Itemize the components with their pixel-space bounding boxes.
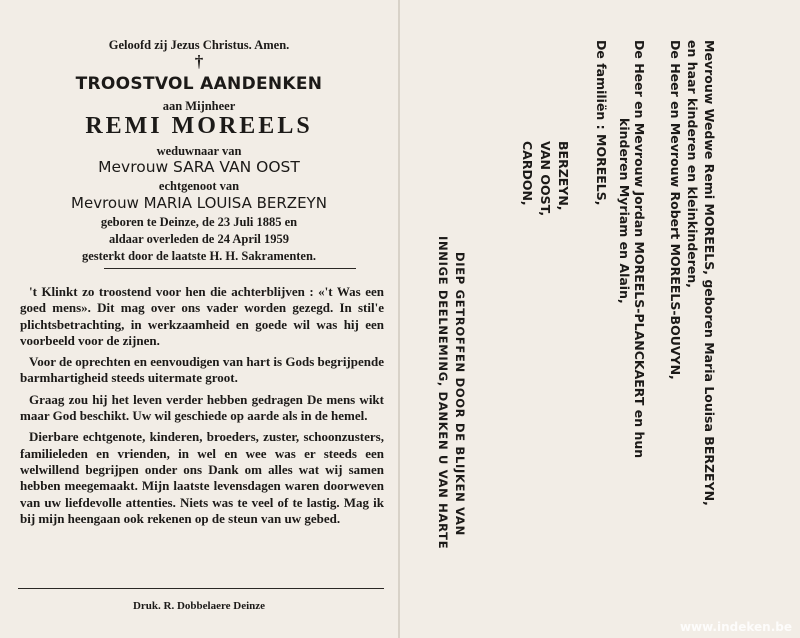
sacraments-line: gesterkt door de laatste H. H. Sakramenten. (81, 249, 317, 263)
death-line: aldaar overleden de 24 April 1959 (109, 232, 289, 246)
watermark: www.indeken.be (679, 620, 792, 634)
family-line: De familiën : MOREELS, (594, 40, 609, 206)
family-line: en haar kinderen en kleinkinderen, (685, 40, 700, 289)
thanks-line-1: DIEP GETROFFEN DOOR DE BLIJKEN VAN (453, 252, 467, 536)
family-line: De Heer en Mevrouw Robert MOREELS-BOUVYN, (668, 40, 683, 380)
family-line: CARDON, (520, 141, 535, 206)
thanks-line-2: INNIGE DEELNEMING, DANKEN U VAN HARTE (436, 236, 450, 550)
family-line: VAN OOST, (538, 141, 553, 217)
first-spouse-prefix: Mevrouw (98, 158, 169, 176)
birth-line: geboren te Deinze, de 23 Juli 1885 en (100, 215, 298, 229)
paragraph: 't Klinkt zo troostend voor hen die achterblijven : «'t Was een goed mens». Dit mag over ons vader worden gezegd. In stil'e plichtsbetrachting, in werkzaamheid en goede wil was hij een voorbeeld voor de zijnen. (20, 284, 384, 348)
left-panel (0, 0, 398, 638)
first-spouse-name: SARA VAN OOST (173, 158, 300, 176)
cross-icon: † (194, 52, 204, 71)
deceased-name: REMI MOREELS (85, 113, 313, 139)
divider (104, 268, 356, 269)
paragraph: Graag zou hij het leven verder hebben gedragen De mens wikt maar God beschikt. Uw wil geschiede op aarde als in de hemel. (20, 391, 384, 424)
card-title: TROOSTVOL AANDENKEN (75, 74, 323, 94)
first-spouse (0, 158, 398, 176)
family-line: De Heer en Mevrouw Jordan MOREELS-PLANCKAERT en hun (632, 40, 647, 459)
family-line: kinderen Myriam en Alain, (617, 118, 632, 304)
paragraph: Dierbare echtgenote, kinderen, broeders, zuster, schoonzusters, familieleden en vrienden, in wel en wee was er steeds een welwillend begrijpen onder ons Dank om alles wat wij samen hebben meegemaakt. Mijn laatste levensdagen waren doorweven van uw liefdevolle attenties. Niets was te veel of te lastig. Mag ik bij mijn heengaan ook rekenen op de steun van uw gebed. (20, 429, 384, 526)
widower-label: weduwnaar van (156, 144, 242, 158)
spouse-label: echtgenoot van (158, 179, 240, 193)
family-line: BERZEYN, (556, 141, 571, 211)
footer-divider (18, 588, 384, 589)
memorial-text (20, 284, 384, 532)
card-fold (398, 0, 400, 638)
second-spouse-prefix: Mevrouw (71, 194, 139, 212)
second-spouse (0, 194, 398, 212)
dedication-line: aan Mijnheer (162, 99, 236, 113)
paragraph: Voor de oprechten en eenvoudigen van hart is Gods begrijpende barmhartigheid steeds uitermate groot. (20, 354, 384, 386)
second-spouse-name: MARIA LOUISA BERZEYN (143, 194, 327, 212)
motto: Geloofd zij Jezus Christus. Amen. (108, 38, 290, 52)
family-line: Mevrouw Wedwe Remi MOREELS, geboren Maria Louisa BERZEYN, (702, 40, 717, 506)
printer-credit: Druk. R. Dobbelaere Deinze (132, 600, 266, 612)
